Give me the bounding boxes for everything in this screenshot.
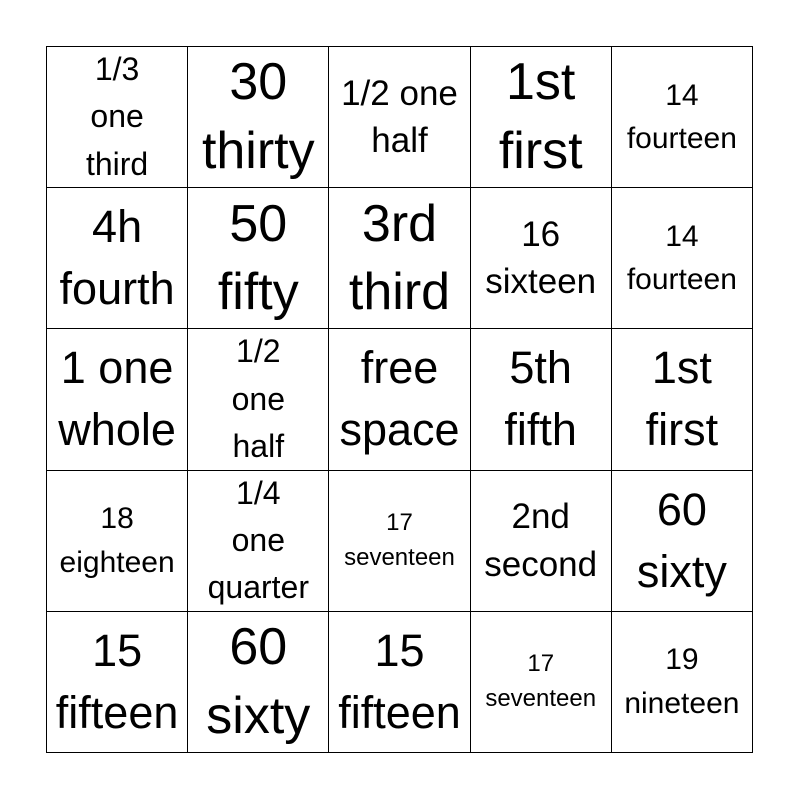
bingo-cell-r5-c4[interactable] — [471, 612, 612, 753]
bingo-cell-text: 17 seventeen — [485, 650, 597, 712]
bingo-cell-r5-c1[interactable] — [47, 612, 188, 753]
bingo-cell-r4-c2[interactable] — [188, 471, 329, 612]
bingo-cell-text: 17 seventeen — [344, 508, 455, 571]
bingo-cell-text: 1st first — [645, 342, 719, 456]
bingo-cell-text: 1/2 one half — [231, 333, 285, 465]
bingo-cell-text: 1st first — [498, 53, 583, 181]
bingo-cell-text: 1 one whole — [58, 342, 176, 456]
bingo-cell-text: 14 fourteen — [626, 78, 737, 156]
bingo-cell-text: 16 sixteen — [485, 215, 597, 302]
bingo-cell-r1-c1[interactable] — [47, 47, 188, 188]
bingo-cell-r4-c5[interactable] — [612, 471, 753, 612]
bingo-cell-text: 1/2 one half — [341, 73, 458, 161]
bingo-cell-text: free space — [339, 342, 460, 456]
bingo-cell-r1-c5[interactable] — [612, 47, 753, 188]
bingo-cell-r2-c1[interactable] — [47, 188, 188, 329]
bingo-cell-text: 3rd third — [348, 194, 451, 322]
bingo-cell-r1-c2[interactable] — [188, 47, 329, 188]
bingo-cell-r3-c2[interactable] — [188, 329, 329, 470]
bingo-cell-r3-c5[interactable] — [612, 329, 753, 470]
bingo-cell-text: 1/4 one quarter — [207, 474, 309, 606]
bingo-cell-r2-c2[interactable] — [188, 188, 329, 329]
bingo-cell-text: 4h fourth — [59, 201, 175, 315]
bingo-board — [46, 46, 753, 753]
bingo-cell-r2-c5[interactable] — [612, 188, 753, 329]
bingo-cell-text: 60 sixty — [206, 618, 311, 745]
bingo-cell-r4-c3[interactable] — [329, 471, 470, 612]
bingo-cell-r5-c2[interactable] — [188, 612, 329, 753]
bingo-cell-text: 15 fifteen — [55, 624, 179, 738]
bingo-cell-r4-c1[interactable] — [47, 471, 188, 612]
bingo-cell-text: 50 fifty — [217, 194, 299, 322]
bingo-cell-r1-c3[interactable] — [329, 47, 470, 188]
bingo-cell-r3-c3[interactable] — [329, 329, 470, 470]
bingo-cell-r5-c3[interactable] — [329, 612, 470, 753]
bingo-cell-text: 14 fourteen — [626, 219, 737, 297]
bingo-cell-text: 5th fifth — [504, 342, 577, 456]
bingo-cell-text: 18 eighteen — [59, 502, 175, 579]
bingo-cell-r3-c1[interactable] — [47, 329, 188, 470]
bingo-cell-text: 60 sixty — [636, 483, 727, 597]
bingo-cell-text: 30 thirty — [201, 53, 315, 181]
bingo-cell-text: 2nd second — [484, 497, 598, 584]
bingo-cell-r4-c4[interactable] — [471, 471, 612, 612]
bingo-cell-text: 15 fifteen — [338, 624, 461, 738]
bingo-cell-r1-c4[interactable] — [471, 47, 612, 188]
bingo-cell-text: 1/3 one third — [85, 51, 149, 182]
bingo-cell-r5-c5[interactable] — [612, 612, 753, 753]
bingo-cell-text: 19 nineteen — [624, 643, 740, 720]
bingo-cell-r2-c4[interactable] — [471, 188, 612, 329]
bingo-cell-r3-c4[interactable] — [471, 329, 612, 470]
bingo-cell-r2-c3[interactable] — [329, 188, 470, 329]
